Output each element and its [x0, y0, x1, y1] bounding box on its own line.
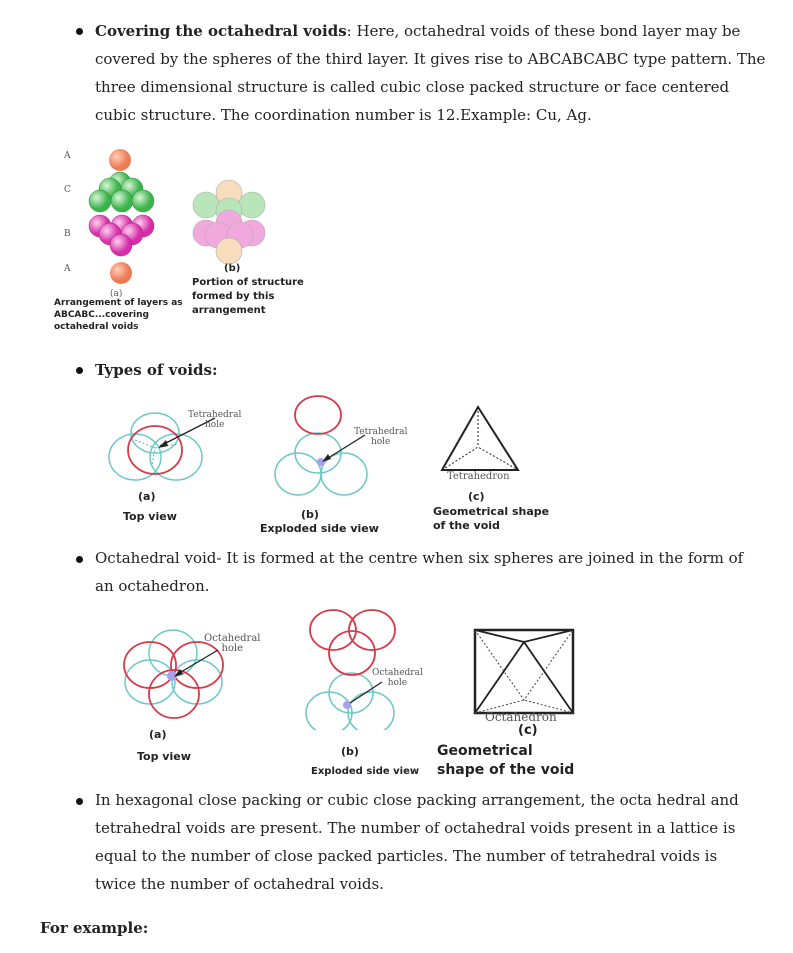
fig3-b-label: (b) [341, 745, 359, 758]
label-line: Octahedral [372, 668, 423, 678]
fig2-a-caption: Top view [123, 510, 177, 523]
caption-line: Arrangement of layers as [54, 298, 183, 308]
layer-label: A [64, 264, 71, 274]
fig1-b-label: (b) [224, 263, 241, 274]
fig3-a-caption: Top view [137, 750, 191, 763]
bullet [76, 367, 83, 374]
ccp-layers-figure [80, 145, 280, 290]
para3-line: In hexagonal close packing or cubic close packing arrangement, the octa hedral and [95, 791, 739, 809]
types-of-voids-heading: Types of voids: [95, 361, 218, 379]
fig2-b-caption: Exploded side view [260, 522, 379, 535]
caption-line: formed by this [192, 291, 275, 302]
label-line: hole [387, 678, 408, 688]
fig2-a-label: (a) [138, 490, 156, 503]
caption-line: shape of the void [437, 762, 575, 778]
text: : Here, octahedral voids of these bond layer may be [346, 22, 741, 40]
caption-line: ABCABC...covering [54, 310, 149, 320]
para1-line: cubic structure. The coordination number is 12.Example: Cu, Ag. [95, 106, 592, 124]
para3-line: equal to the number of close packed particles. The number of tetrahedral voids is [95, 847, 718, 865]
caption-line: of the void [433, 519, 500, 532]
para2-line: Octahedral void- It is formed at the centre when six spheres are joined in the form of [95, 549, 744, 567]
label-line: Tetrahedral [188, 410, 242, 420]
tetrahedral-hole-label [188, 410, 241, 430]
para3-line: twice the number of octahedral voids. [95, 875, 384, 893]
layer-label: B [64, 229, 71, 239]
caption-line: octahedral voids [54, 322, 139, 332]
label-line: hole [221, 643, 244, 654]
label-line: hole [204, 420, 225, 430]
fig2-b-label: (b) [301, 508, 319, 521]
para3-line: tetrahedral voids are present. The number of octahedral voids present in a lattice is [95, 819, 736, 837]
para2-line: an octahedron. [95, 577, 210, 595]
octahedron-label: Octahedron [485, 710, 557, 724]
bullet [76, 798, 83, 805]
label-line: Octahedral [204, 633, 261, 644]
para1-line: covered by the spheres of the third layer. It gives rise to ABCABCABC type pattern. The [95, 50, 766, 68]
tetrahedron-label: Tetrahedron [447, 471, 510, 482]
caption-line: Geometrical shape [433, 505, 550, 518]
fig2-c-label: (c) [468, 490, 485, 503]
bullet [76, 28, 83, 35]
fig3-a-label: (a) [149, 728, 167, 741]
bullet [76, 556, 83, 563]
caption-line: Portion of structure [192, 277, 304, 288]
tetrahedral-hole-label [354, 427, 407, 447]
layer-label: A [64, 151, 71, 161]
fig1-b-caption [192, 276, 304, 318]
octahedral-hole-label [372, 668, 423, 688]
fig3-c-caption [437, 742, 574, 780]
fig3-c-label: (c) [518, 723, 538, 738]
fig2-c-caption [433, 505, 549, 533]
for-example-heading: For example: [40, 919, 149, 937]
octahedral-hole-label [204, 634, 260, 654]
fig3-b-caption: Exploded side view [311, 766, 420, 777]
para1-line [95, 22, 740, 40]
layer-label: C [64, 185, 71, 195]
fig1-a-label: (a) [110, 289, 123, 299]
para1-heading: Covering the octahedral voids [95, 22, 347, 40]
caption-line: arrangement [192, 305, 266, 316]
label-line: hole [370, 437, 391, 447]
fig1-a-caption [54, 297, 183, 333]
para1-line: three dimensional structure is called cubic close packed structure or face centered [95, 78, 730, 96]
tetrahedral-void-figure [100, 390, 570, 500]
caption-line: Geometrical [437, 743, 533, 759]
label-line: Tetrahedral [354, 427, 408, 437]
